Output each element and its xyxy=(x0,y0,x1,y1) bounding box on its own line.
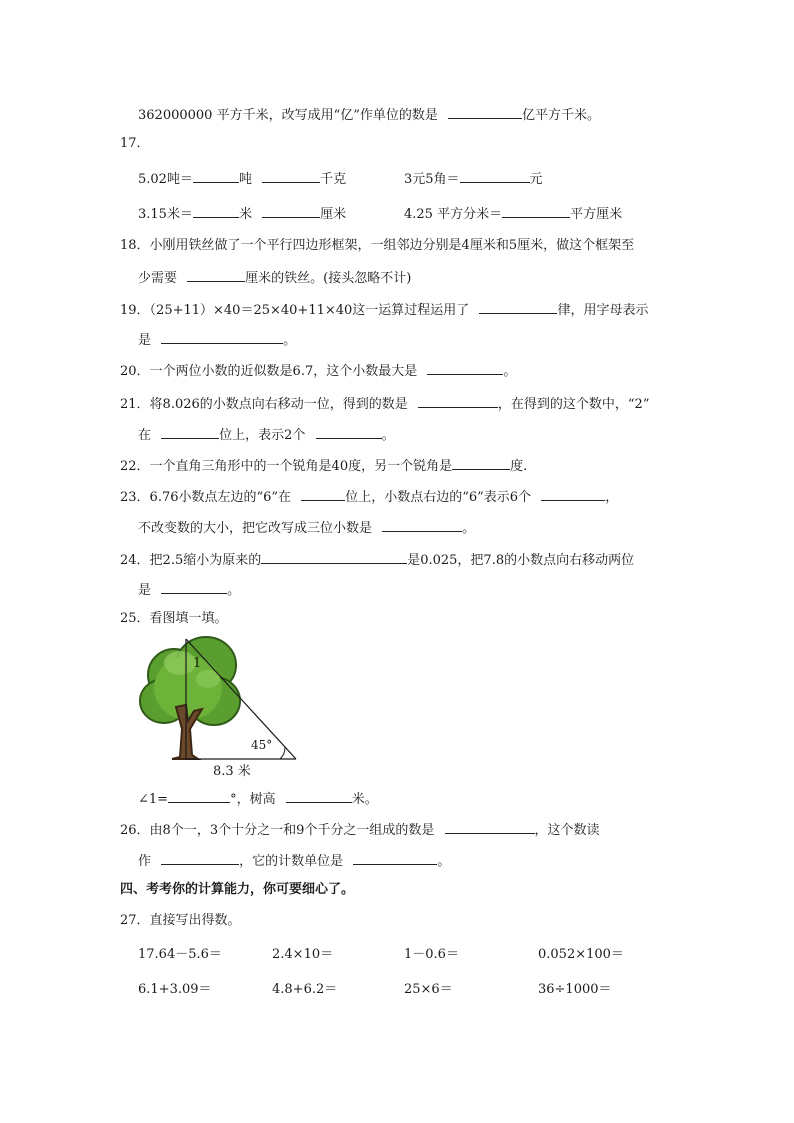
q18-l2-a: 少需要 xyxy=(138,271,178,286)
q23-blank2[interactable] xyxy=(541,486,605,501)
q18-line2 xyxy=(138,267,411,288)
q27-r2-c3: 25×6＝ xyxy=(404,982,453,997)
q26-line2 xyxy=(138,850,450,871)
q17-row1-right xyxy=(404,168,543,189)
q21-l2-a: 在 xyxy=(138,428,152,443)
q21-l1-a: 21．将8.026的小数点向右移动一位，得到的数是 xyxy=(120,397,408,412)
q26-l1-a: 26．由8个一，3个十分之一和9个千分之一组成的数是 xyxy=(120,823,435,838)
q24-l1-a: 24．把2.5缩小为原来的 xyxy=(120,553,262,568)
q19-l1-b: 律，用字母表示 xyxy=(557,303,649,318)
q23-l2-b: 。 xyxy=(462,521,476,536)
q21-blank3[interactable] xyxy=(316,424,382,439)
q21-blank1[interactable] xyxy=(418,393,498,408)
q17-r2-b: 米 xyxy=(238,207,252,222)
q20-blank[interactable] xyxy=(427,360,503,375)
tree-figure xyxy=(136,633,301,779)
q19-l1-a: 19．（25+11）×40＝25×40+11×40这一运算过程运用了 xyxy=(120,303,470,318)
q16-blank[interactable] xyxy=(448,104,522,119)
q17-r1-blank3[interactable] xyxy=(460,168,530,183)
q16-suffix: 亿平方千米。 xyxy=(522,108,601,123)
q21-line2 xyxy=(138,424,395,445)
q27-r2-c1: 6.1+3.09＝ xyxy=(138,982,212,997)
q23-l1-c: ， xyxy=(605,490,619,505)
q17-r1-a: 5.02吨＝ xyxy=(138,172,193,187)
q24-blank2[interactable] xyxy=(161,579,227,594)
q17-number: 17． xyxy=(120,136,150,151)
q25-ans-b: °，树高 xyxy=(230,792,276,807)
q17-r2-blank1[interactable] xyxy=(193,203,239,218)
q17-r1-c: 千克 xyxy=(320,172,347,187)
q17-r1-e: 元 xyxy=(529,172,543,187)
q27-title: 27．直接写出得数。 xyxy=(120,913,241,928)
q19-l2-a: 是 xyxy=(138,333,152,348)
q24-line2 xyxy=(138,579,240,600)
q24-line1 xyxy=(120,549,634,570)
q26-l2-b: ，它的计数单位是 xyxy=(239,854,344,869)
q23-l1-a: 23．6.76小数点左边的“6”在 xyxy=(120,490,292,505)
q24-l2-b: 。 xyxy=(227,583,241,598)
q19-blank1[interactable] xyxy=(479,299,557,314)
q24-blank1[interactable] xyxy=(261,549,407,564)
q20-b: 。 xyxy=(503,364,517,379)
q23-l1-b: 位上，小数点右边的“6”表示6个 xyxy=(345,490,532,505)
q17-row2-right xyxy=(404,203,622,224)
q16-text: 362000000 平方千米，改写成用“亿”作单位的数是 xyxy=(138,108,438,123)
q21-blank2[interactable] xyxy=(161,424,219,439)
q22-b: 度. xyxy=(510,459,528,474)
q17-row2 xyxy=(138,203,346,224)
q27-r1-c2: 2.4×10＝ xyxy=(272,947,334,962)
q26-l1-b: ，这个数读 xyxy=(534,823,600,838)
q23-blank3[interactable] xyxy=(382,517,462,532)
q21-line1 xyxy=(120,393,649,414)
q25-answer-line xyxy=(138,788,378,809)
q24-l2-a: 是 xyxy=(138,583,152,598)
q18-line1: 18．小刚用铁丝做了一个平行四边形框架，一组邻边分别是4厘米和5厘米，做这个框架至 xyxy=(120,238,635,253)
q25-ans-a: ∠1= xyxy=(138,792,169,807)
angle-arc xyxy=(280,747,285,759)
angle-45-label: 45° xyxy=(251,738,273,752)
q25-title: 25．看图填一填。 xyxy=(120,611,228,626)
q27-r1-c1: 17.64－5.6＝ xyxy=(138,947,222,962)
q17-r1-blank2[interactable] xyxy=(262,168,320,183)
q23-l2-a: 不改变数的大小，把它改写成三位小数是 xyxy=(138,521,373,536)
q16-line xyxy=(138,104,600,125)
q20-a: 20．一个两位小数的近似数是6.7，这个小数最大是 xyxy=(120,364,418,379)
q23-line2 xyxy=(138,517,475,538)
q17-r1-d: 3元5角＝ xyxy=(404,172,460,187)
q26-line1 xyxy=(120,819,600,840)
q19-blank2[interactable] xyxy=(161,329,283,344)
q26-blank3[interactable] xyxy=(353,850,437,865)
q21-l2-b: 位上，表示2个 xyxy=(219,428,306,443)
q21-l1-b: ，在得到的这个数中，“2” xyxy=(497,397,650,412)
q27-r2-c4: 36÷1000＝ xyxy=(538,982,612,997)
q20-line xyxy=(120,360,516,381)
section-4-heading: 四、考考你的计算能力，你可要细心了。 xyxy=(120,882,355,897)
q21-l2-c: 。 xyxy=(381,428,395,443)
q19-line2 xyxy=(138,329,296,350)
q19-l2-b: 。 xyxy=(283,333,297,348)
q23-line1 xyxy=(120,486,618,507)
q24-l1-b: 是0.025，把7.8的小数点向右移动两位 xyxy=(407,553,635,568)
base-length-label: 8.3 米 xyxy=(213,764,251,779)
q22-a: 22．一个直角三角形中的一个锐角是40度，另一个锐角是 xyxy=(120,459,453,474)
q17-r2-blank2[interactable] xyxy=(262,203,320,218)
q19-line1 xyxy=(120,299,648,320)
q27-r1-c4: 0.052×100＝ xyxy=(538,947,624,962)
q23-blank1[interactable] xyxy=(301,486,345,501)
q25-blank2[interactable] xyxy=(286,788,352,803)
q18-blank[interactable] xyxy=(187,267,245,282)
q26-blank1[interactable] xyxy=(445,819,535,834)
q18-l2-b: 厘米的铁丝。(接头忽略不计) xyxy=(245,271,412,286)
q27-r1-c3: 1－0.6＝ xyxy=(404,947,459,962)
q17-r2-a: 3.15米＝ xyxy=(138,207,193,222)
q17-r1-blank1[interactable] xyxy=(193,168,239,183)
q26-l2-c: 。 xyxy=(437,854,451,869)
q17-r2-blank3[interactable] xyxy=(502,203,570,218)
q22-line xyxy=(120,455,527,476)
q25-ans-c: 米。 xyxy=(351,792,378,807)
q27-r2-c2: 4.8+6.2＝ xyxy=(272,982,338,997)
q17-r2-c: 厘米 xyxy=(320,207,347,222)
q17-row1 xyxy=(138,168,346,189)
q17-r2-e: 平方厘米 xyxy=(570,207,623,222)
angle-1-label: 1 xyxy=(193,656,202,671)
q26-blank2[interactable] xyxy=(161,850,239,865)
q17-r2-d: 4.25 平方分米＝ xyxy=(404,207,503,222)
q22-blank[interactable] xyxy=(452,455,510,470)
q17-r1-b: 吨 xyxy=(238,172,252,187)
q25-blank1[interactable] xyxy=(168,788,230,803)
q26-l2-a: 作 xyxy=(138,854,152,869)
